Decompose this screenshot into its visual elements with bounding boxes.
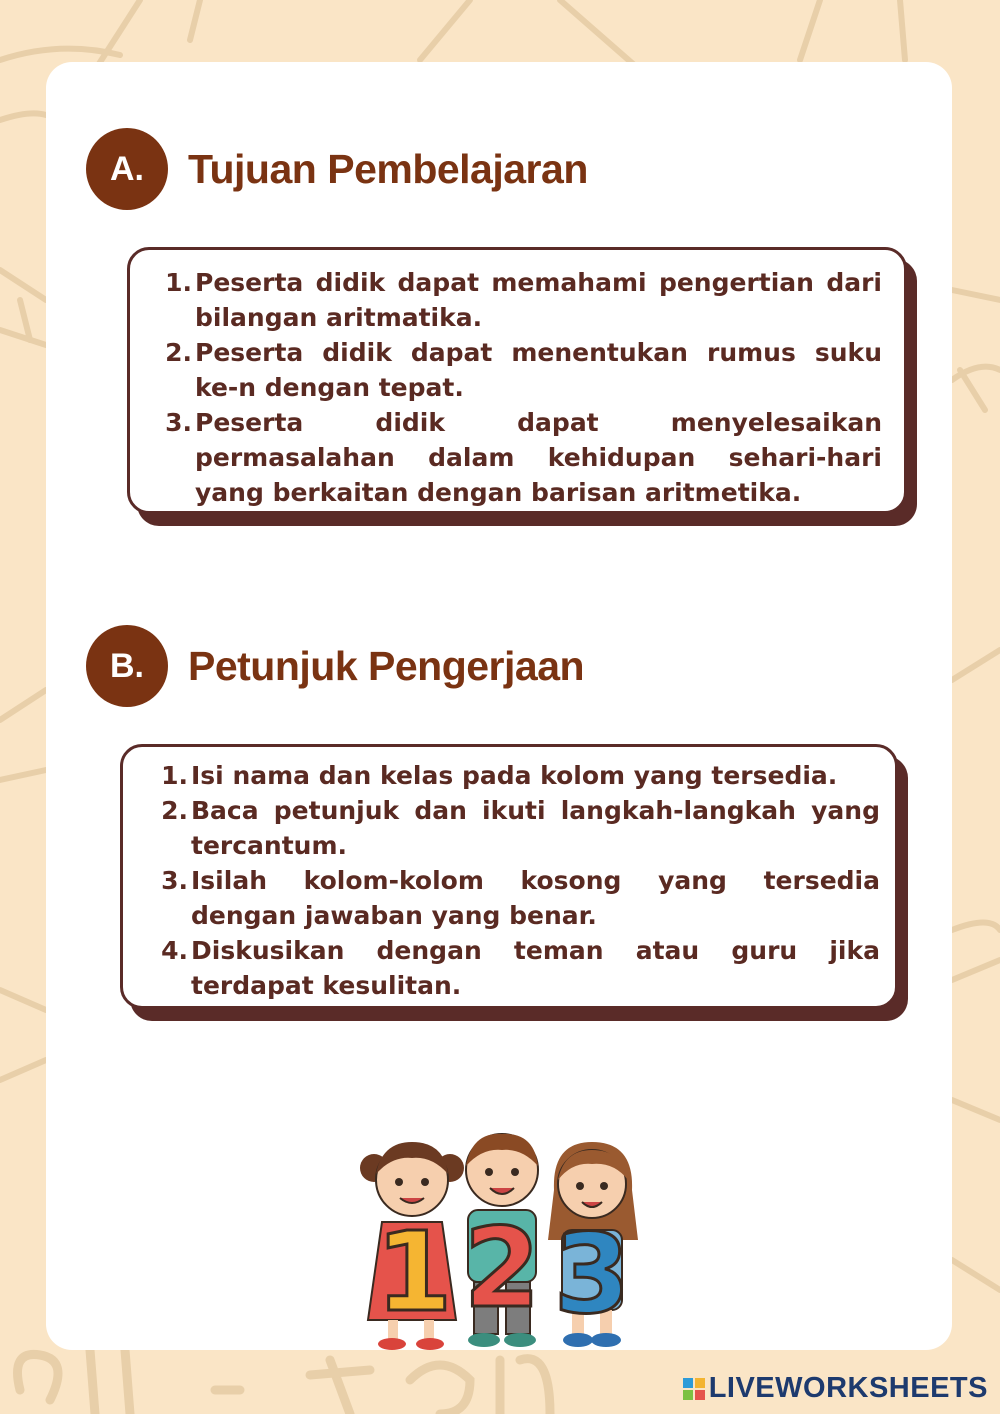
- list-item: [158, 863, 880, 933]
- number-1: 1: [375, 1208, 453, 1336]
- instructions-list: [158, 758, 880, 1003]
- liveworksheets-logo[interactable]: [683, 1372, 988, 1405]
- section-a-badge: A.: [86, 128, 168, 210]
- list-item-text: Baca petunjuk dan ikuti langkah-langkah yang tercantum.: [191, 796, 880, 860]
- list-item: [158, 758, 880, 793]
- list-item: [158, 793, 880, 863]
- list-item: [158, 933, 880, 1003]
- learning-objectives-list: [162, 265, 882, 510]
- learning-objectives-box: [127, 247, 907, 514]
- section-a-header: [86, 128, 588, 210]
- list-item-text: Peserta didik dapat memahami pengertian dari bilangan aritmatika.: [195, 268, 882, 332]
- list-item-number: 3.: [165, 408, 192, 437]
- list-item-text: Peserta didik dapat menyelesaikan permasalahan dalam kehidupan sehari-hari yang berkaitan dengan barisan aritmetika.: [195, 408, 882, 507]
- list-item-number: 2.: [161, 796, 188, 825]
- section-b-badge: B.: [86, 625, 168, 707]
- section-a-title: Tujuan Pembelajaran: [188, 145, 588, 192]
- instructions-box: [120, 744, 898, 1009]
- list-item-text: Peserta didik dapat menentukan rumus suku ke-n dengan tepat.: [195, 338, 882, 402]
- liveworksheets-logo-icon: [683, 1378, 705, 1400]
- section-b-header: [86, 625, 584, 707]
- list-item-number: 1.: [161, 761, 188, 790]
- list-item-number: 4.: [161, 936, 188, 965]
- liveworksheets-brand-text: LIVEWORKSHEETS: [708, 1372, 988, 1404]
- number-3: 3: [553, 1210, 631, 1338]
- kids-holding-123-icon: [352, 1130, 652, 1356]
- list-item-number: 2.: [165, 338, 192, 367]
- list-item-text: Diskusikan dengan teman atau guru jika terdapat kesulitan.: [191, 936, 880, 1000]
- list-item-text: Isilah kolom-kolom kosong yang tersedia dengan jawaban yang benar.: [191, 866, 880, 930]
- list-item-number: 3.: [161, 866, 188, 895]
- list-item: [162, 335, 882, 405]
- list-item-text: Isi nama dan kelas pada kolom yang tersedia.: [191, 761, 838, 790]
- list-item: [162, 265, 882, 335]
- section-b-title: Petunjuk Pengerjaan: [188, 642, 585, 689]
- number-2: 2: [463, 1204, 541, 1332]
- list-item-number: 1.: [165, 268, 192, 297]
- list-item: [162, 405, 882, 510]
